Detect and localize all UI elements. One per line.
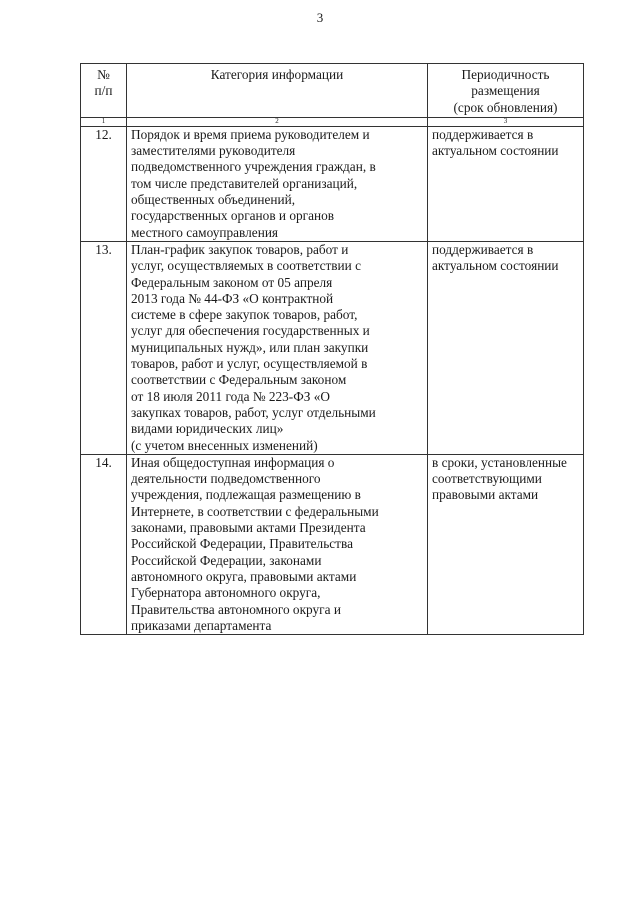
periodicity-line: актуальном состоянии [432,258,559,274]
table-row [81,454,584,634]
information-table [80,63,584,635]
category-line: системе в сфере закупок товаров, работ, [131,307,358,323]
header-number-line: № [97,67,110,82]
header-category-label: Категория информации [210,67,344,82]
column-index: 1 [81,117,127,126]
table-row [81,241,584,454]
header-number [81,64,127,118]
periodicity-line: актуальном состоянии [432,143,559,159]
category-line: приказами департамента [131,617,272,633]
category-line: автономного округа, правовыми актами [131,568,357,584]
category-line: муниципальных нужд», или план закупки [131,339,369,355]
row-category [127,241,428,454]
category-line: Порядок и время приема руководителем и [131,126,370,142]
header-number-line: п/п [94,83,113,99]
header-periodicity-line: размещения [471,83,540,99]
category-line: подведомственного учреждения граждан, в [131,159,376,175]
row-number: 14. [81,454,127,634]
header-periodicity-line: (срок обновления) [453,99,558,115]
category-line: Губернатора автономного округа, [131,585,321,601]
table-row [81,126,584,241]
category-line: (с учетом внесенных изменений) [131,437,318,453]
column-index-row [81,117,584,126]
row-periodicity [428,454,584,634]
table-header-row [81,64,584,118]
row-category [127,126,428,241]
category-line: соответствии с Федеральным законом [131,372,347,388]
column-index: 2 [127,117,428,126]
category-line: 2013 года № 44-ФЗ «О контрактной [131,290,334,306]
periodicity-line: в сроки, установленные [432,454,567,470]
category-line: заместителями руководителя [131,143,296,159]
header-periodicity [428,64,584,118]
category-line: деятельности подведомственного [131,471,321,487]
category-line: Российской Федерации, Правительства [131,536,353,552]
column-index: 3 [428,117,584,126]
periodicity-line: поддерживается в [432,126,534,142]
category-line: Иная общедоступная информация о [131,454,335,470]
header-category [127,64,428,118]
category-line: Российской Федерации, законами [131,552,322,568]
category-line: закупках товаров, работ, услуг отдельными [131,404,376,420]
category-line: законами, правовыми актами Президента [131,520,366,536]
periodicity-line: соответствующими [432,471,542,487]
category-line: государственных органов и органов [131,208,335,224]
row-number: 13. [81,241,127,454]
category-line: учреждения, подлежащая размещению в [131,487,361,503]
category-line: местного самоуправления [131,224,279,240]
header-periodicity-line: Периодичность [461,67,550,82]
category-line: видами юридических лиц» [131,421,284,437]
category-line: услуг для обеспечения государственных и [131,323,370,339]
periodicity-line: поддерживается в [432,241,534,257]
category-line: том числе представителей организаций, [131,175,358,191]
row-periodicity [428,241,584,454]
category-line: Интернете, в соответствии с федеральными [131,503,379,519]
category-line: Правительства автономного округа и [131,601,341,617]
row-periodicity [428,126,584,241]
periodicity-line: правовыми актами [432,487,539,503]
category-line: Федеральным законом от 05 апреля [131,274,333,290]
row-number: 12. [81,126,127,241]
category-line: План-график закупок товаров, работ и [131,241,349,257]
category-line: общественных объединений, [131,192,296,208]
row-category [127,454,428,634]
page-number: 3 [316,10,324,25]
category-line: услуг, осуществляемых в соответствии с [131,258,362,274]
category-line: товаров, работ и услуг, осуществляемой в [131,356,368,372]
category-line: от 18 июля 2011 года № 223-ФЗ «О [131,388,330,404]
